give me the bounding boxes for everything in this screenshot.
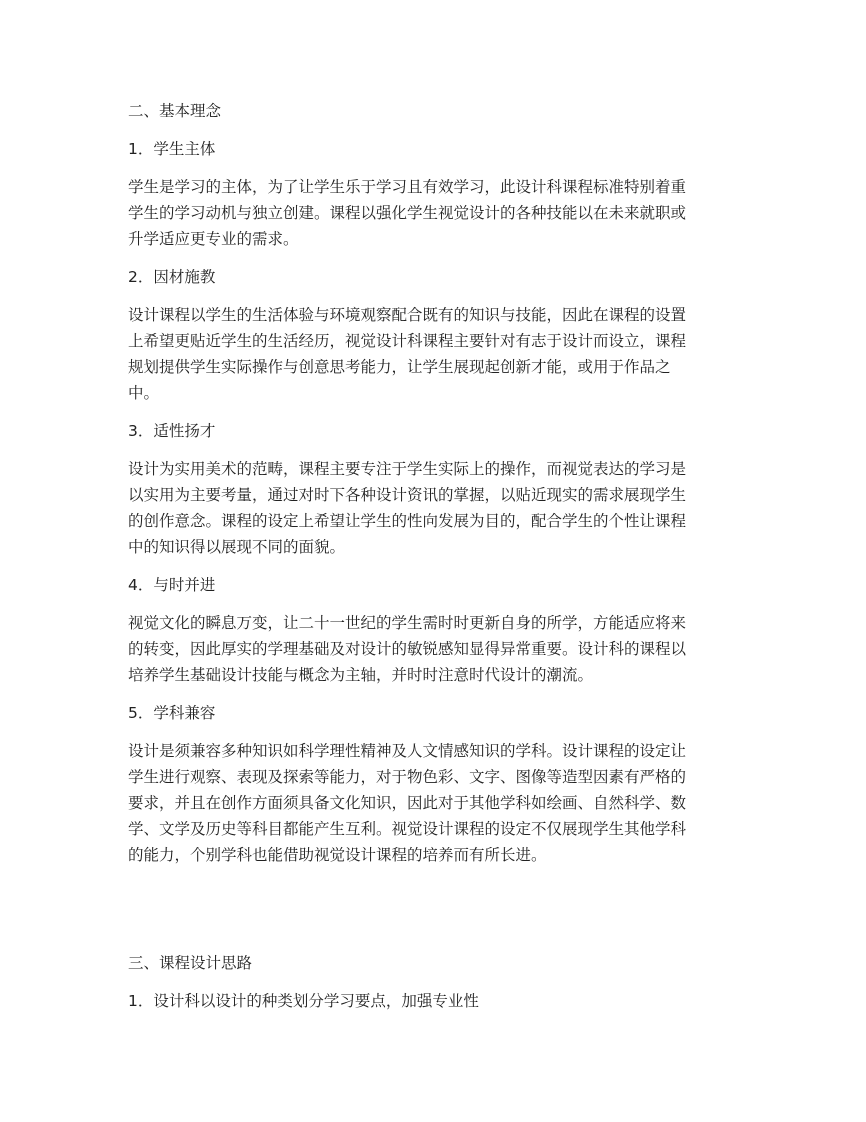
paragraph-line: 的转变，因此厚实的学理基础及对设计的敏锐感知显得异常重要。设计科的课程以 [128,640,687,658]
subheading: 3．适性扬才 [128,422,216,440]
document-body [128,98,740,1026]
subheading: 4．与时并进 [128,576,216,594]
paragraph-line: 升学适应更专业的需求。 [128,230,299,248]
paragraph-line: 的能力，个别学科也能借助视觉设计课程的培养而有所长进。 [128,846,547,864]
paragraph-line: 的创作意念。课程的设定上希望让学生的性向发展为目的，配合学生的个性让课程 [128,512,687,530]
paragraph [128,174,740,252]
subheading: 1．学生主体 [128,140,216,158]
paragraph-line: 上希望更贴近学生的生活经历，视觉设计科课程主要针对有志于设计而设立，课程 [128,332,687,350]
paragraph [128,738,740,868]
section-title: 二、基本理念 [128,102,222,120]
paragraph [128,302,740,406]
paragraph [128,456,740,560]
paragraph-line: 设计课程以学生的生活体验与环境观察配合既有的知识与技能，因此在课程的设置 [128,306,687,324]
paragraph [128,610,740,688]
paragraph-line: 要求，并且在创作方面须具备文化知识，因此对于其他学科如绘画、自然科学、数 [128,794,687,812]
paragraph-line: 学生进行观察、表现及探索等能力，对于物色彩、文字、图像等造型因素有严格的 [128,768,687,786]
paragraph-line: 培养学生基础设计技能与概念为主轴，并时时注意时代设计的潮流。 [128,666,594,684]
paragraph-line: 学生的学习动机与独立创建。课程以强化学生视觉设计的各种技能以在未来就职或 [128,204,687,222]
subheading: 1．设计科以设计的种类划分学习要点，加强专业性 [128,992,479,1010]
subheading: 2．因材施教 [128,268,216,286]
paragraph-line: 视觉文化的瞬息万变，让二十一世纪的学生需时时更新自身的所学，方能适应将来 [128,614,687,632]
paragraph-line: 以实用为主要考量，通过对时下各种设计资讯的掌握，以贴近现实的需求展现学生 [128,486,687,504]
subheading: 5．学科兼容 [128,704,216,722]
section-spacer [128,880,740,950]
paragraph-line: 中。 [128,384,160,402]
section-title: 三、课程设计思路 [128,954,253,972]
paragraph-line: 学、文学及历史等科目都能产生互利。视觉设计课程的设定不仅展现学生其他学科 [128,820,687,838]
paragraph-line: 规划提供学生实际操作与创意思考能力，让学生展现起创新才能，或用于作品之 [128,358,671,376]
paragraph-line: 学生是学习的主体，为了让学生乐于学习且有效学习，此设计科课程标准特别着重 [128,178,687,196]
paragraph-line: 设计为实用美术的范畴，课程主要专注于学生实际上的操作，而视觉表达的学习是 [128,460,687,478]
paragraph-line: 设计是须兼容多种知识如科学理性精神及人文情感知识的学科。设计课程的设定让 [128,742,687,760]
paragraph-line: 中的知识得以展现不同的面貌。 [128,538,346,556]
